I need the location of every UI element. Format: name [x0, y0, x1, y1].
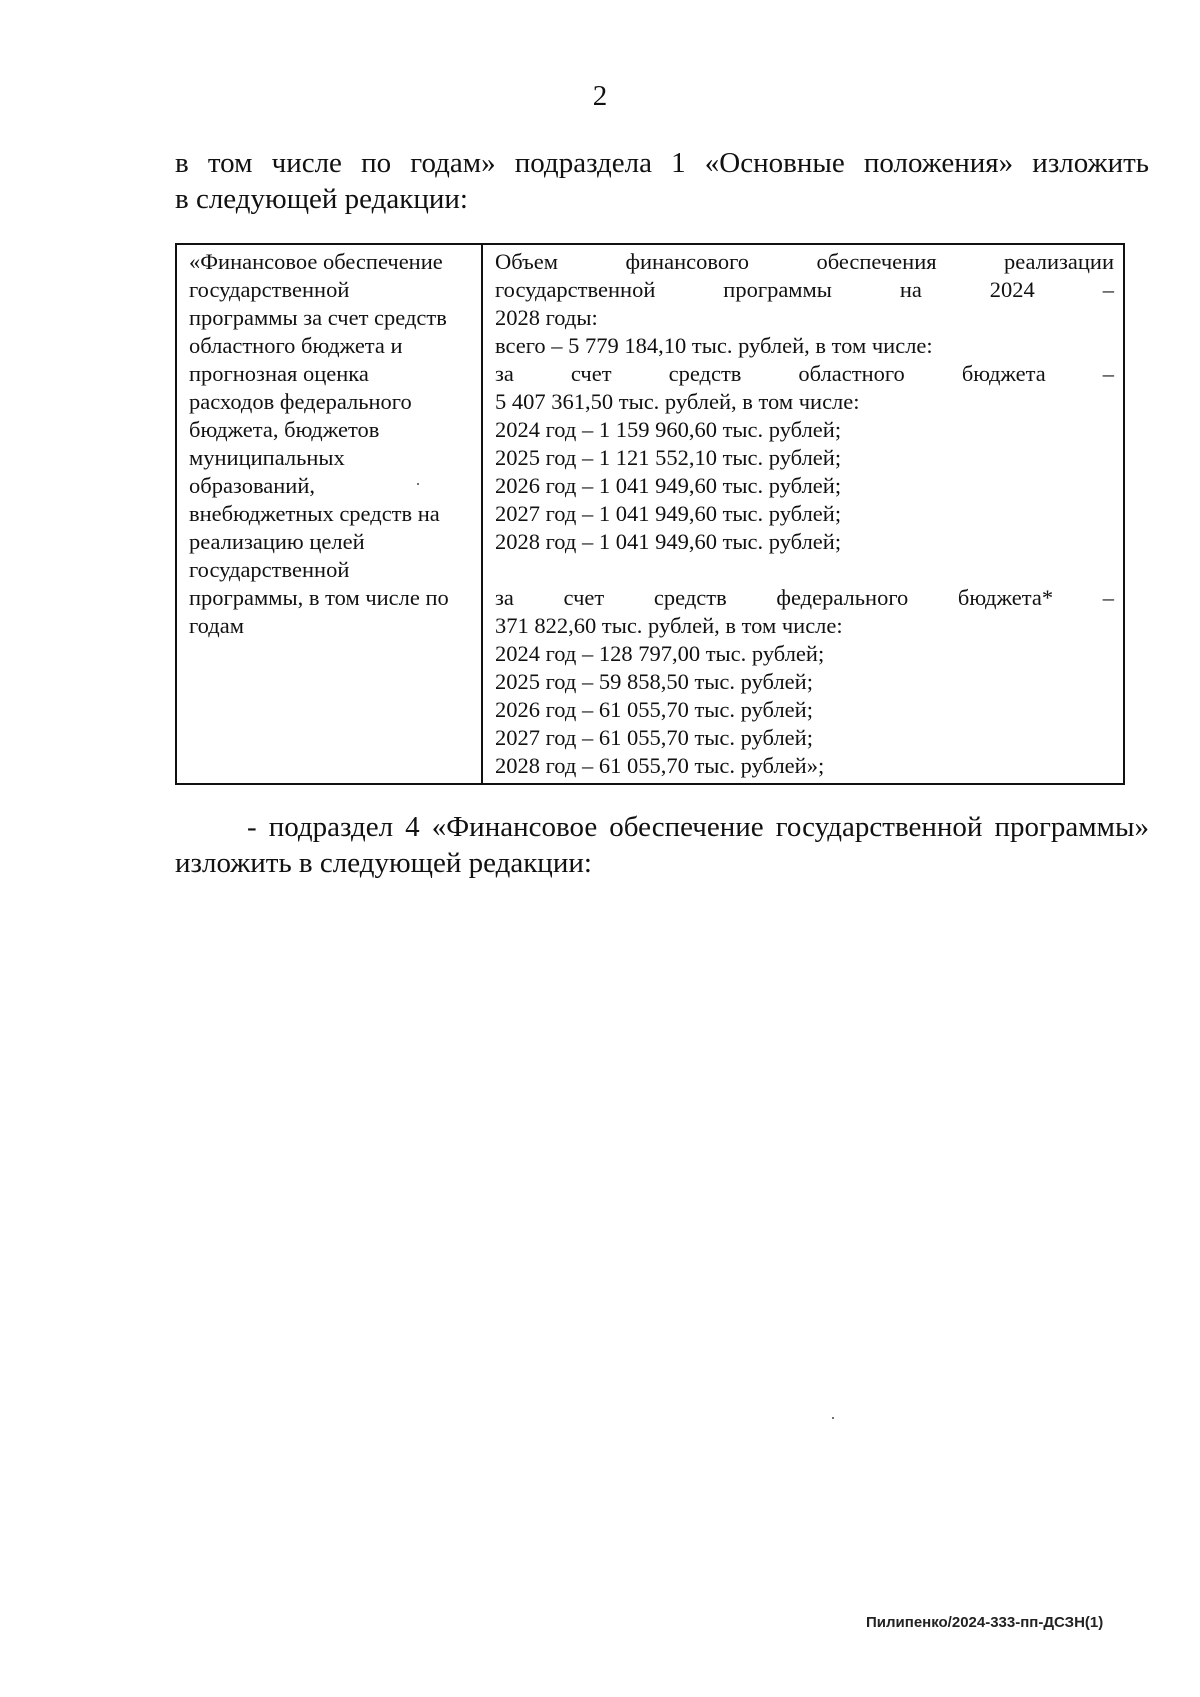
- paragraph-line-2: изложить в следующей редакции:: [175, 847, 592, 879]
- document-footer-code: Пилипенко/2024-333-пп-ДСЗН(1): [866, 1614, 1104, 1631]
- label-line: муниципальных: [189, 445, 345, 470]
- label-line: государственной: [189, 277, 350, 302]
- subsection-paragraph: [175, 809, 1149, 881]
- table-cell-values: [482, 244, 1124, 784]
- label-line: образований,: [189, 473, 316, 498]
- table-cell-label: [176, 244, 482, 784]
- label-line: годам: [189, 613, 244, 638]
- intro-text: [175, 145, 1149, 217]
- federal-year-amount: 2024 год – 128 797,00 тыс. рублей;: [495, 641, 825, 666]
- federal-year-amount: 2025 год – 59 858,50 тыс. рублей;: [495, 669, 813, 694]
- volume-line-3: 2028 годы:: [495, 305, 598, 330]
- spacer: [495, 556, 1114, 584]
- federal-year-amount: 2027 год – 61 055,70 тыс. рублей;: [495, 725, 813, 750]
- page-number: 2: [592, 80, 608, 112]
- intro-line-1: в том числе по годам» подраздела 1 «Основные положения» изложить: [175, 147, 1149, 179]
- regional-budget-line-1: за счет средств областного бюджета –: [495, 361, 1114, 386]
- label-line: областного бюджета и: [189, 333, 403, 358]
- label-line: реализацию целей: [189, 529, 365, 554]
- table-row: [176, 244, 1124, 784]
- regional-year-amount: 2027 год – 1 041 949,60 тыс. рублей;: [495, 501, 842, 526]
- label-line: бюджета, бюджетов: [189, 417, 380, 442]
- financing-table: [175, 243, 1125, 785]
- regional-year-amount: 2024 год – 1 159 960,60 тыс. рублей;: [495, 417, 842, 442]
- regional-year-amount: 2028 год – 1 041 949,60 тыс. рублей;: [495, 529, 842, 554]
- regional-year-amount: 2025 год – 1 121 552,10 тыс. рублей;: [495, 445, 842, 470]
- federal-year-amount: 2026 год – 61 055,70 тыс. рублей;: [495, 697, 813, 722]
- label-line: программы, в том числе по: [189, 585, 449, 610]
- scan-speck: [832, 1417, 834, 1419]
- federal-budget-line-2: 371 822,60 тыс. рублей, в том числе:: [495, 613, 843, 638]
- paragraph-line-1: - подраздел 4 «Финансовое обеспечение государственной программы»: [247, 811, 1149, 843]
- label-line: внебюджетных средств на: [189, 501, 440, 526]
- regional-year-amount: 2026 год – 1 041 949,60 тыс. рублей;: [495, 473, 842, 498]
- label-line: государственной: [189, 557, 350, 582]
- federal-year-amount: 2028 год – 61 055,70 тыс. рублей»;: [495, 753, 825, 778]
- volume-line-1: Объем финансового обеспечения реализации: [495, 249, 1114, 274]
- label-line: прогнозная оценка: [189, 361, 369, 386]
- federal-budget-line-1: за счет средств федерального бюджета* –: [495, 585, 1114, 610]
- label-line: расходов федерального: [189, 389, 412, 414]
- label-line: «Финансовое обеспечение: [189, 249, 443, 274]
- intro-line-2: в следующей редакции:: [175, 183, 468, 215]
- total-amount: всего – 5 779 184,10 тыс. рублей, в том числе:: [495, 333, 933, 358]
- regional-budget-line-2: 5 407 361,50 тыс. рублей, в том числе:: [495, 389, 860, 414]
- label-line: программы за счет средств: [189, 305, 447, 330]
- scan-speck: [417, 483, 419, 485]
- volume-line-2: государственной программы на 2024 –: [495, 277, 1114, 302]
